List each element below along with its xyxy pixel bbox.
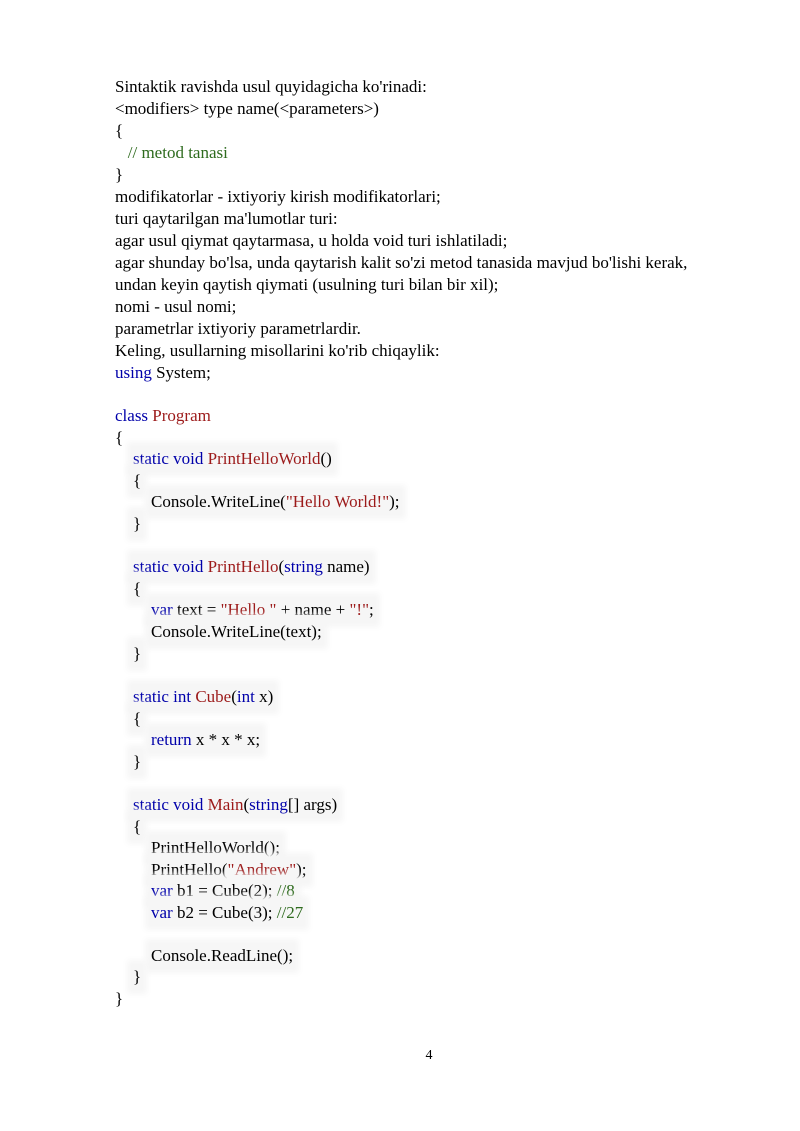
code-method2-close: } (133, 644, 142, 663)
code-method1-signature: static void PrintHelloWorld() (133, 449, 332, 468)
class-name: Program (152, 406, 211, 425)
code-main-b1: var b1 = Cube(2); //8 (151, 881, 295, 900)
code-method2-open: { (133, 579, 142, 598)
code-main-b2: var b2 = Cube(3); //27 (151, 903, 304, 922)
syntax-brace-open: { (115, 121, 124, 140)
name-description: nomi - usul nomi; (115, 297, 237, 316)
parameters-description: parametrlar ixtiyoriy parametrlardir. (115, 319, 361, 338)
class-keyword: class (115, 406, 149, 425)
code-main-close: } (133, 967, 142, 986)
code-method3-signature: static int Cube(int x) (133, 687, 274, 706)
modifiers-description: modifikatorlar - ixtiyoriy kirish modifikatorlari; (115, 187, 441, 206)
code-method2-writeline: Console.WriteLine(text); (151, 622, 322, 641)
using-keyword: using (115, 363, 152, 382)
code-using-line: using System; (115, 363, 211, 382)
void-description: agar usul qiymat qaytarmasa, u holda void turi ishlatiladi; (115, 231, 508, 250)
code-method2-signature: static void PrintHello(string name) (133, 557, 370, 576)
method-name: PrintHello (207, 557, 279, 576)
code-method1-body: Console.WriteLine("Hello World!"); (151, 492, 400, 511)
code-class-line (115, 405, 211, 427)
syntax-brace-close: } (115, 165, 124, 184)
syntax-signature: <modifiers> type name(<parameters>) (115, 99, 379, 118)
code-method1-open: { (133, 471, 142, 490)
code-method2-var-line: var text = "Hello " + name + "!"; (151, 600, 374, 619)
return-value-description: undan keyin qaytish qiymati (usulning turi bilan bir xil); (115, 275, 499, 294)
examples-intro: Keling, usullarning misollarini ko'rib chiqaylik: (115, 341, 440, 360)
code-method3-return: return x * x * x; (151, 730, 261, 749)
method-name: Cube (195, 687, 232, 706)
code-main-signature: static void Main(string[] args) (133, 795, 338, 814)
return-description: agar shunday bo'lsa, unda qaytarish kalit so'zi metod tanasida mavjud bo'lishi kerak, (115, 253, 688, 272)
syntax-intro: Sintaktik ravishda usul quyidagicha ko'rinadi: (115, 77, 427, 96)
syntax-body-comment: // metod tanasi (115, 143, 228, 162)
type-description: turi qaytarilgan ma'lumotlar turi: (115, 209, 338, 228)
code-method1-close: } (133, 514, 142, 533)
code-method3-open: { (133, 709, 142, 728)
code-method3-close: } (133, 752, 142, 771)
page-number: 4 (425, 1048, 433, 1063)
code-main-readline: Console.ReadLine(); (151, 946, 294, 965)
code-main-open: { (133, 817, 142, 836)
code-class-close: } (115, 989, 124, 1008)
method-name: PrintHelloWorld (207, 449, 321, 468)
method-name: Main (207, 795, 244, 814)
code-main-call1: PrintHelloWorld(); (151, 838, 280, 857)
code-main-call2: PrintHello("Andrew"); (151, 860, 307, 879)
code-class-open: { (115, 428, 124, 447)
